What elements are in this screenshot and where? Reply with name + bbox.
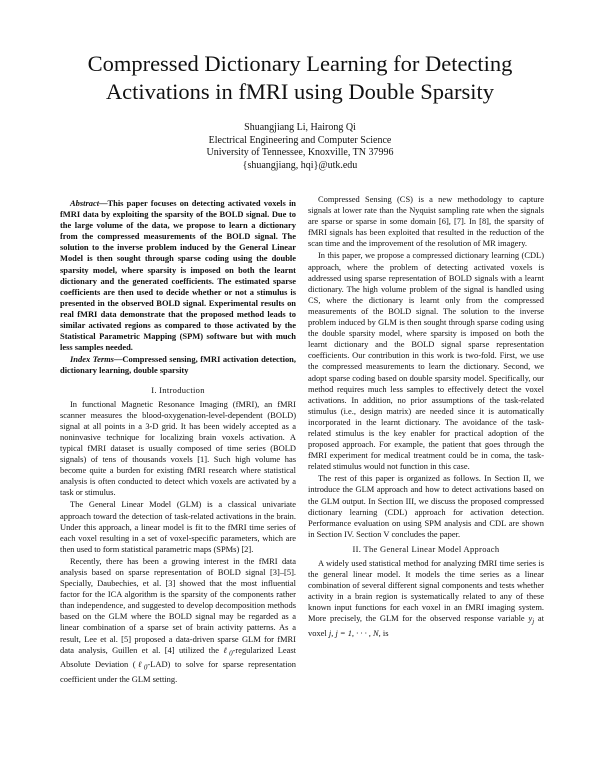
index-terms	[60, 354, 296, 376]
section-2-heading: II. The General Linear Model Approach	[352, 543, 500, 554]
glm-part-d: , is	[378, 628, 389, 639]
intro-paragraph-2: The General Linear Model (GLM) is a classical univariate approach toward the detection of task-related activations in the brain. Under this approach, a linear model is fit to the fMRI time series of each voxel resulting in a set of voxel-specific parameters, which are then used to form statistical parametric maps (SPMs) [2].	[60, 499, 296, 554]
title-line-2: Activations in fMRI using Double Sparsity	[105, 79, 495, 104]
glm-paragraph	[308, 558, 544, 639]
abstract	[60, 198, 296, 353]
intro-p3-part-c: -LAD) to solve for sparse representation coefficient under the GLM setting.	[60, 659, 296, 685]
abstract-label: Abstract	[70, 198, 100, 208]
organization-paragraph: The rest of this paper is organized as follows. In Section II, we introduce the GLM approach and how to detect activations based on the GLM output. In Section III, we discuss the proposed compressed dictionary learning (CDL) approach for activation detection. Performance evaluation on using SPM analysis and CDL are shown in Section IV. Section V concludes the paper.	[308, 473, 544, 539]
intro-paragraph-1: In functional Magnetic Resonance Imaging (fMRI), an fMRI scanner measures the blood-oxygenation-level-dependent (BOLD) signal at all points in a 3-D grid. It has been widely accepted as a noninvasive technique for localizing brain voxels activation. A typical fMRI dataset is usually composed of time series (BOLD signals) of tens of thousands voxels [1]. Such high volume has become quite a burden for existing fMRI research where statistical analysis is often conducted to detect which voxels are activated by a task or stimulus.	[60, 398, 296, 498]
intro-paragraph-3	[60, 556, 296, 685]
j-symbol: j	[328, 628, 332, 639]
right-column	[308, 194, 544, 640]
l0-symbol-b: ℓ$_0$	[135, 659, 148, 673]
intro-p3-part-b: -regularized Least Absolute Deviation (	[60, 644, 296, 670]
j-range: j = 1, · · · , N	[335, 628, 379, 639]
paper-title	[40, 50, 560, 106]
author-email: {shuangjiang, hqi}@utk.edu	[242, 159, 358, 171]
author-names: Shuangjiang Li, Hairong Qi	[244, 122, 356, 133]
author-department: Electrical Engineering and Computer Science	[208, 134, 392, 146]
index-terms-text: —Compressed sensing, fMRI activation detection, dictionary learning, double sparsity	[60, 354, 296, 376]
index-terms-label: Index Terms	[70, 354, 114, 365]
cs-paragraph: Compressed Sensing (CS) is a new methodology to capture signals at lower rate than the Nyquist sampling rate when the signals are sparse or sparse in some domain [6], [7]. In [8], the sparsity of fMRI signals has been exploited that resulted in the reduction of the scan time and the improvement of the resolution of MR imagery.	[308, 194, 544, 249]
intro-p3-part-a: Recently, there has been a growing interest in the fMRI data analysis based on sparse representation of BOLD signal [3]–[5]. Specially, Daubechies, et al. [3] showed that the most influential factor for the ICA algorithm is the sparsity of the components rather than independence, and suggested to develop decomposition methods based on the GLM where the BOLD signal may be regarded as a linear combination of a sparse set of brain activity patterns. As a result, Lee et al. [5] proposed a data-driven sparse GLM for fMRI data analysis, Guillen et al. [4] utilized the	[60, 555, 296, 655]
author-university: University of Tennessee, Knoxville, TN 37996	[206, 147, 394, 159]
l0-symbol-a: ℓ$_0$	[223, 644, 233, 658]
yj-symbol: $y_j$	[528, 613, 535, 627]
abstract-text: —This paper focuses on detecting activated voxels in fMRI data by exploiting the sparsity of the BOLD signal. Due to the large volume of the data, we propose to learn a dictionary from the compressed measurements of the BOLD signal. The solution to the inverse problem induced by the General Linear Model is then sought through sparse coding using the double sparsity model, where sparsity is imposed on both the learnt dictionary and the generated coefficients. The estimated sparse coefficients are then used to decide whether or not a stimulus is presented in the observed BOLD signal. Experimental results on real fMRI data demonstrate that the proposed method leads to similar activated regions as compared to those activated by the Statistical Parametric Mapping (SPM) software but with much less samples needed.	[60, 198, 296, 353]
section-1-heading: I. Introduction	[151, 384, 205, 395]
glm-part-c: ,	[331, 628, 336, 639]
proposal-paragraph: In this paper, we propose a compressed dictionary learning (CDL) approach, where the problem of detecting activated voxels is addressed using sparse representation of BOLD signals with a learnt dictionary. The high volume problem of the signal is handled using CS, where the dictionary is learnt only from the compressed measurements of the BOLD signal. The solution to the inverse problem induced by GLM is then sought through sparse coding using the double sparsity model, where sparsity is imposed on both the learnt dictionary and the BOLD signal sparse representation coefficients. Our contribution in this work is two-fold. First, we use the compressed measurements to learn the dictionary. Second, we adopt sparse coding based on double sparsity model. Specifically, our method requires much less samples to effectively detect the voxel activations. In addition, no prior assumptions of the task-related stimulus (i.e., design matrix) are needed since it is automatically incorporated in the learnt dictionary. The avoidance of the task-related stimulus is the key enabler for practical adoption of the proposed approach. For example, the patient that goes through the fMRI experiment for medical treatment could be in coma, the task-related stimulus would not function in this case.	[308, 250, 544, 472]
left-column	[60, 198, 296, 686]
title-line-1: Compressed Dictionary Learning for Detecting	[87, 51, 513, 76]
glm-part-a: A widely used statistical method for analyzing fMRI time series is the general linear model. It models the time series as a linear combination of several different signal components and tests whether activity in a brain region is systematically related to any of these known input functions for each voxel in an fMRI imaging system. More precisely, the GLM for the observed response variable	[308, 558, 544, 624]
glm-part-b: at voxel	[308, 613, 544, 639]
author-block	[150, 122, 450, 172]
